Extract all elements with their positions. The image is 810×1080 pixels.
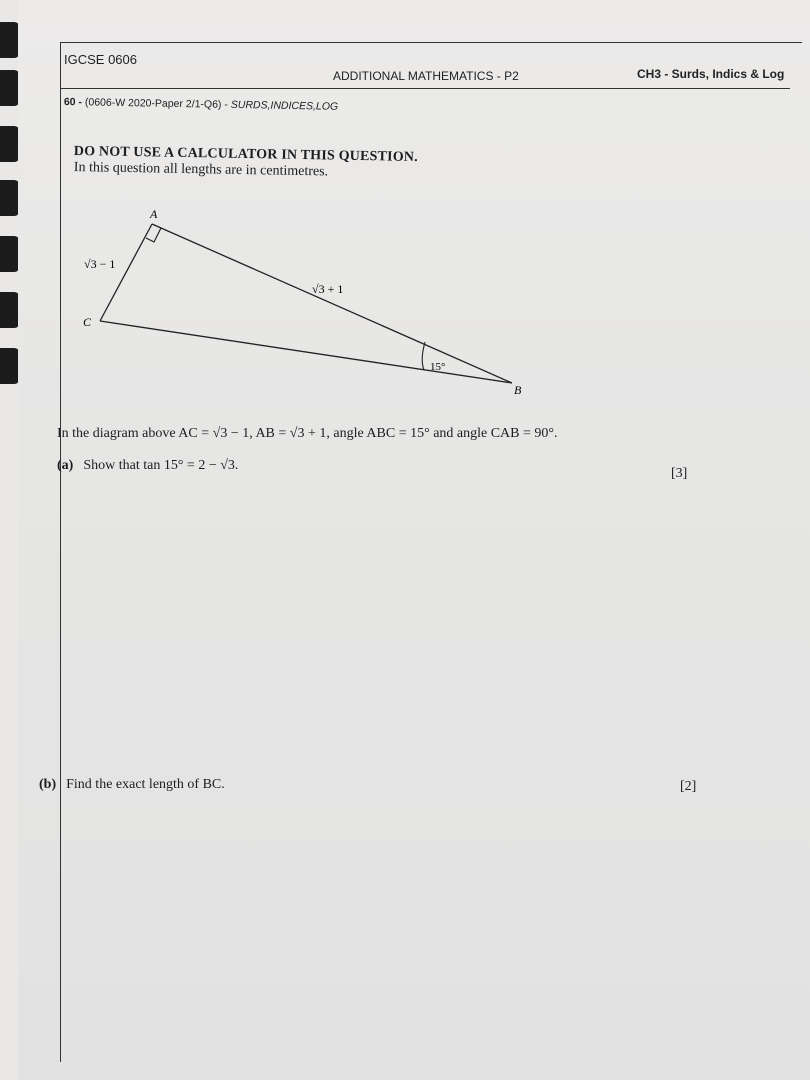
given-statement: In the diagram above AC = √3 − 1, AB = √3 + 1, angle ABC = 15° and angle CAB = 90°.: [57, 426, 558, 441]
angle-arc: [422, 342, 425, 370]
header-border-top: [60, 42, 802, 43]
calculator-warning: DO NOT USE A CALCULATOR IN THIS QUESTION.: [73, 144, 418, 166]
part-b-label: (b): [39, 777, 57, 792]
subject-title: ADDITIONAL MATHEMATICS - P2: [333, 69, 519, 83]
question-separator: -: [221, 98, 231, 111]
question-topic: SURDS,INDICES,LOG: [230, 98, 339, 113]
side-ab-line: [152, 224, 512, 383]
triangle-diagram: [70, 200, 550, 400]
part-b-text: Find the exact length of BC.: [66, 777, 225, 792]
vertex-a-label: A: [150, 207, 158, 221]
part-b: [39, 777, 225, 793]
part-b-marks: [2]: [680, 779, 697, 794]
part-a-label: (a): [57, 458, 74, 473]
part-a-text: Show that tan 15° = 2 − √3.: [83, 458, 239, 473]
question-number: 60 -: [63, 96, 83, 109]
side-ac-label: √3 − 1: [84, 257, 116, 271]
side-ab-label: √3 + 1: [312, 282, 344, 296]
part-a: [57, 458, 238, 474]
chapter-title: CH3 - Surds, Indics & Log: [637, 67, 785, 81]
units-intro: In this question all lengths are in centimetres.: [73, 160, 329, 180]
vertex-c-label: C: [83, 315, 92, 329]
side-ac-line: [100, 224, 152, 321]
part-a-marks: [3]: [671, 466, 688, 481]
vertex-b-label: B: [514, 383, 522, 397]
course-code: IGCSE 0606: [64, 52, 137, 67]
side-cb-line: [100, 321, 512, 383]
header-border-bottom: [60, 88, 790, 89]
page-border-left: [60, 42, 61, 1062]
angle-b-label: 15°: [430, 361, 446, 373]
question-source: (0606-W 2020-Paper 2/1-Q6): [84, 96, 222, 111]
